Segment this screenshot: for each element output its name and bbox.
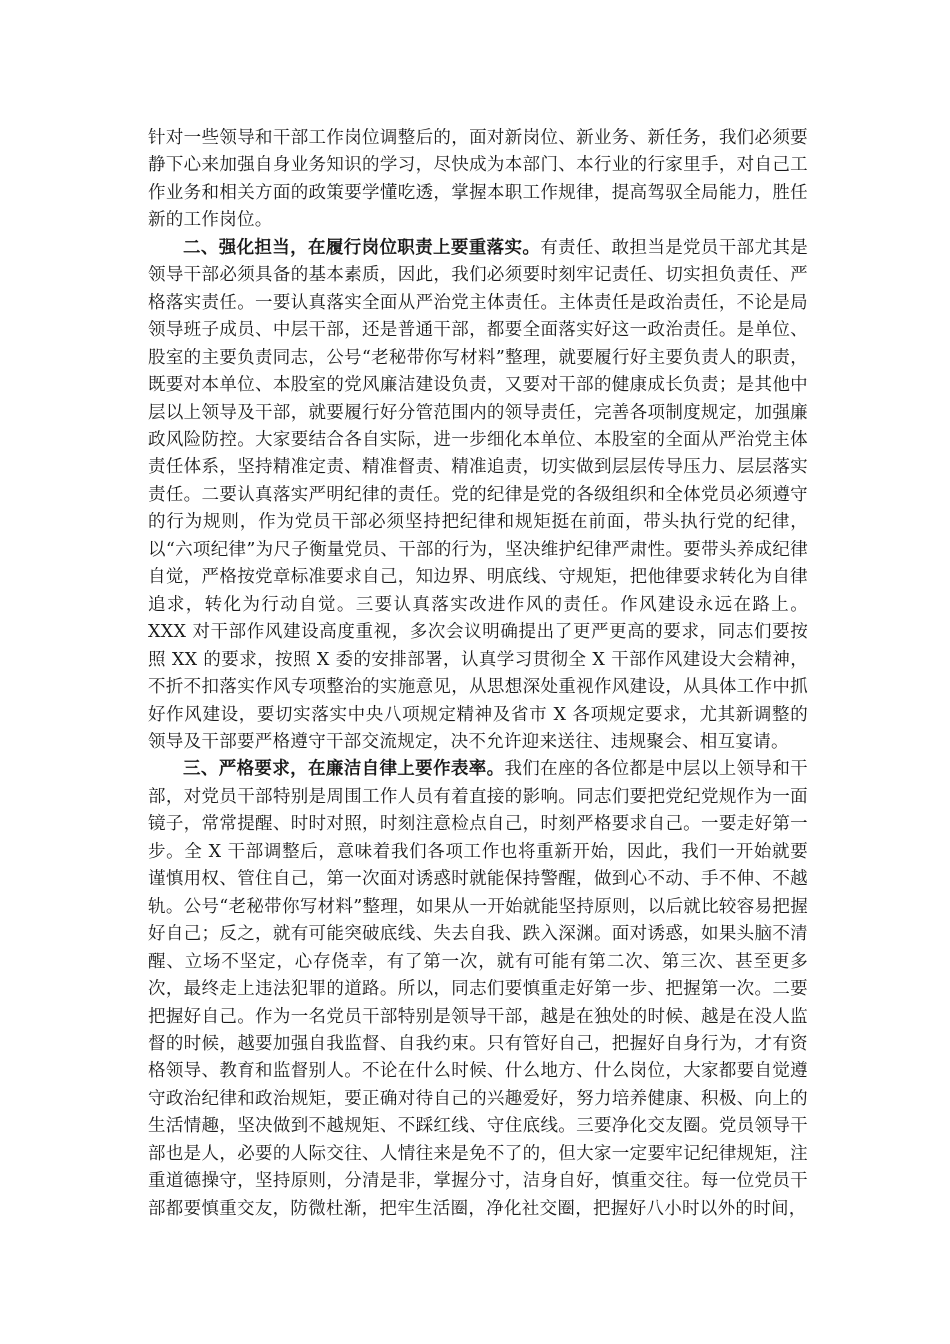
section-heading: 二、强化担当，在履行岗位职责上要重落实。 bbox=[183, 237, 541, 258]
paragraph-section-3 bbox=[148, 756, 808, 1223]
section-heading: 三、严格要求，在廉洁自律上要作表率。 bbox=[183, 759, 505, 780]
document-body bbox=[148, 125, 808, 1223]
paragraph-text: 有责任、敢担当是党员干部尤其是领导干部必须具备的基本素质，因此，我们必须要时刻牢记责任、切实担负责任、严格落实责任。一要认真落实全面从严治党主体责任。主体责任是政治责任，不论是局领导班子成员、中层干部，还是普通干部，都要全面落实好这一政治责任。是单位、股室的主要负责同志，公号“老秘带你写材料”整理，就要履行好主要负责人的职责，既要对本单位、本股室的党风廉洁建设负责，又要对干部的健康成长负责；是其他中层以上领导及干部，就要履行好分管范围内的领导责任，完善各项制度规定，加强廉政风险防控。大家要结合各自实际，进一步细化本单位、本股室的全面从严治党主体责任体系，坚持精准定责、精准督责、精准追责，切实做到层层传导压力、层层落实责任。二要认真落实严明纪律的责任。党的纪律是党的各级组织和全体党员必须遵守的行为规则，作为党员干部必须坚持把纪律和规矩挺在前面，带头执行党的纪律，以“六项纪律”为尺子衡量党员、干部的行为，坚决维护纪律严肃性。要带头养成纪律自觉，严格按党章标准要求自己，知边界、明底线、守规矩，把他律要求转化为自律追求，转化为行动自觉。三要认真落实改进作风的责任。作风建设永远在路上。XXX 对干部作风建设高度重视，多次会议明确提出了更严更高的要求，同志们要按照 XX 的要求，按照 X 委的安排部署，认真学习贯彻全 X 干部作风建设大会精神，不折不扣落实作风专项整治的实施意见，从思想深处重视作风建设，从具体工作中抓好作风建设，要切实落实中央八项规定精神及省市 X 各项规定要求，尤其新调整的领导及干部要严格遵守干部交流规定，决不允许迎来送往、违规聚会、相互宴请。 bbox=[148, 237, 809, 752]
paragraph-text: 我们在座的各位都是中层以上领导和干部，对党员干部特别是周围工作人员有着直接的影响。同志们要把党纪党规作为一面镜子，常常提醒、时时对照，时刻注意检点自己，时刻严格要求自己。一要走好第一步。全 X 干部调整后，意味着我们各项工作也将重新开始，因此，我们一开始就要谨慎用权、管住自己，第一次面对诱惑时就能保持警醒，做到心不动、手不伸、不越轨。公号“老秘带你写材料”整理，如果从一开始就能坚持原则，以后就比较容易把握好自己；反之，就有可能突破底线、失去自我、跌入深渊。面对诱惑，如果头脑不清醒、立场不坚定，心存侥幸，有了第一次，就有可能有第二次、第三次、甚至更多次，最终走上违法犯罪的道路。所以，同志们要慎重走好第一步、把握第一次。二要把握好自己。作为一名党员干部特别是领导干部，越是在独处的时候、越是在没人监督的时候，越要加强自我监督、自我约束。只有管好自己，把握好自身行为，才有资格领导、教育和监督别人。不论在什么时候、什么地方、什么岗位，大家都要自觉遵守政治纪律和政治规矩，要正确对待自己的兴趣爱好，努力培养健康、积极、向上的生活情趣，坚决做到不越规矩、不踩红线、守住底线。三要净化交友圈。党员领导干部也是人，必要的人际交往、人情往来是免不了的，但大家一定要牢记纪律规矩，注重道德操守，坚持原则，分清是非，掌握分寸，洁身自好，慎重交往。每一位党员干部都要慎重交友，防微杜渐，把牢生活圈，净化社交圈，把握好八小时以外的时间， bbox=[148, 759, 808, 1219]
paragraph-section-2 bbox=[148, 235, 808, 757]
paragraph-intro bbox=[148, 125, 808, 235]
paragraph-text: 针对一些领导和干部工作岗位调整后的，面对新岗位、新业务、新任务，我们必须要静下心来加强自身业务知识的学习，尽快成为本部门、本行业的行家里手，对自己工作业务和相关方面的政策要学懂吃透，掌握本职工作规律，提高驾驭全局能力，胜任新的工作岗位。 bbox=[148, 128, 808, 231]
